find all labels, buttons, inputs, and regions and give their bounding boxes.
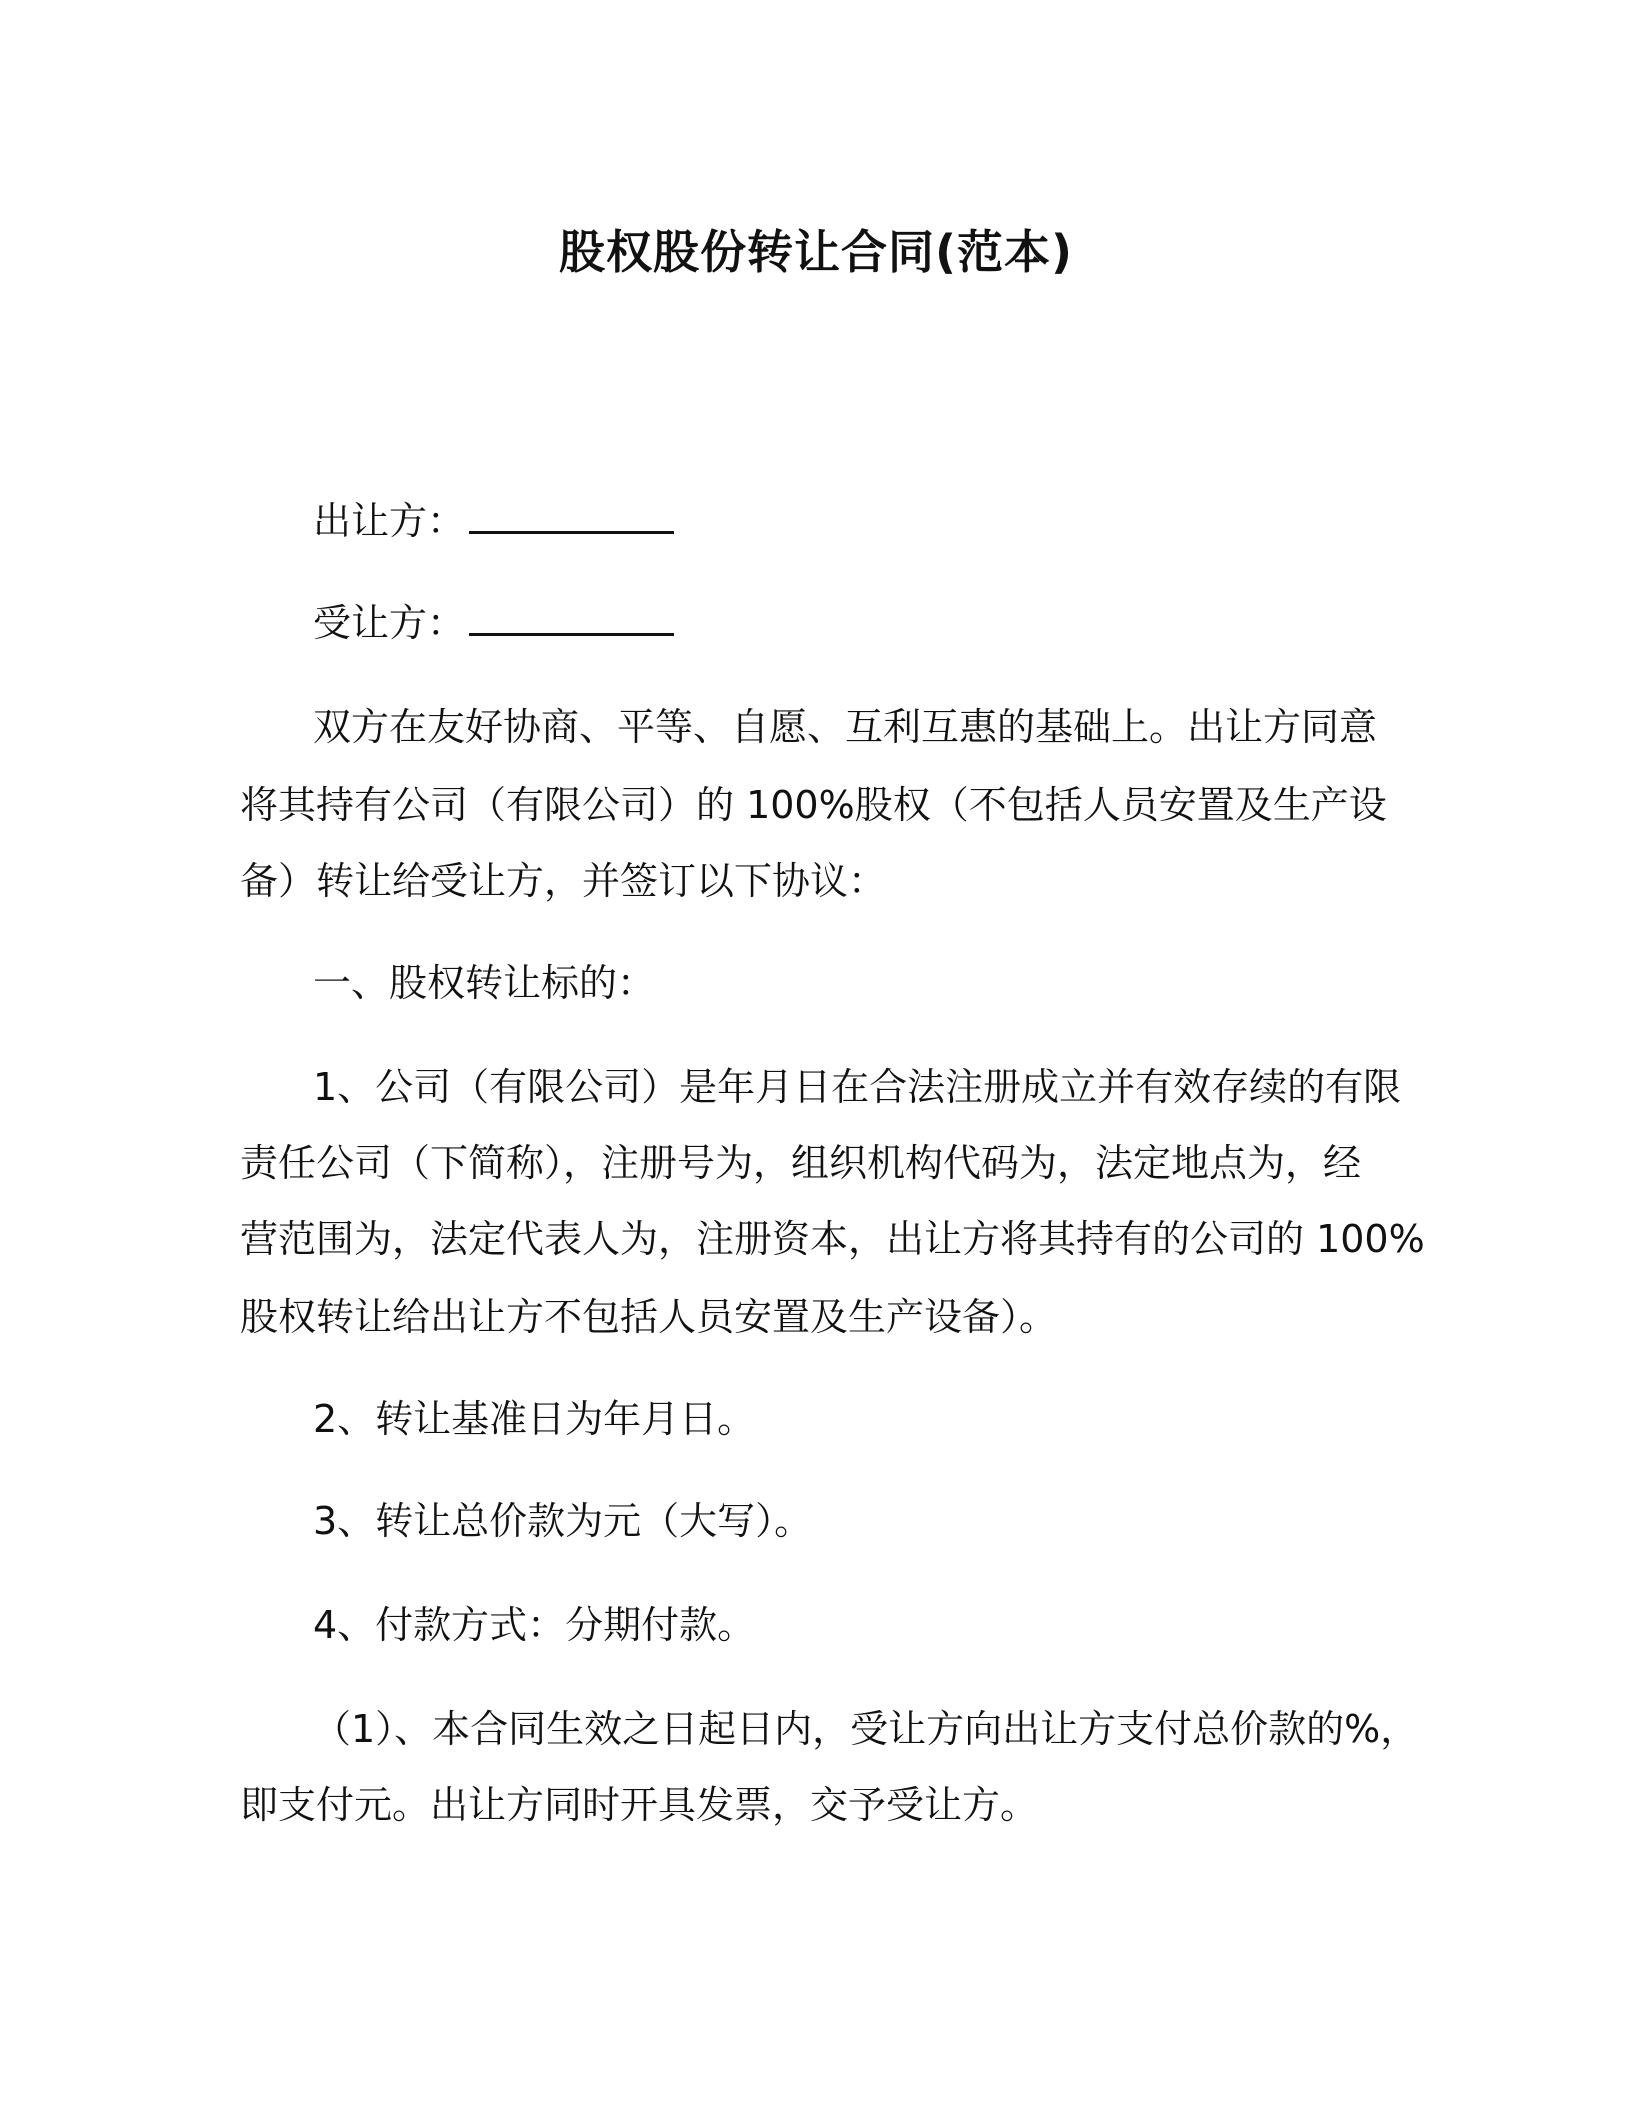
clause-line: 责任公司（下简称），注册号为，组织机构代码为，法定地点为，经 <box>240 1141 1362 1185</box>
transferee-line <box>313 598 1483 648</box>
preamble-line: 备）转让给受让方，并签订以下协议： <box>240 859 887 903</box>
transferee-blank <box>469 599 674 636</box>
clause-line: （1）、本合同生效之日起日内，受让方向出让方支付总价款的%， <box>313 1707 1419 1751</box>
clause-line: 3、转让总价款为元（大写）。 <box>313 1499 813 1543</box>
section-heading: 一、股权转让标的： <box>313 961 656 1005</box>
clause-line: 即支付元。出让方同时开具发票，交予受让方。 <box>240 1783 1039 1827</box>
clause-line: 1、公司（有限公司）是年月日在合法注册成立并有效存续的有限 <box>313 1065 1402 1109</box>
preamble-line: 将其持有公司（有限公司）的 100%股权（不包括人员安置及生产设 <box>240 783 1387 827</box>
clause-line: 4、付款方式：分期付款。 <box>313 1603 756 1647</box>
transferee-label: 受让方： <box>313 601 466 645</box>
transferor-line <box>313 496 1483 546</box>
document-title: 股权股份转让合同(范本) <box>558 225 1074 279</box>
clause-line: 股权转让给出让方不包括人员安置及生产设备）。 <box>240 1295 1058 1339</box>
transferor-label: 出让方： <box>313 499 466 543</box>
transferor-blank <box>469 497 674 534</box>
clause-line: 营范围为，法定代表人为，注册资本，出让方将其持有的公司的 100% <box>240 1217 1425 1261</box>
preamble-line: 双方在友好协商、平等、自愿、互利互惠的基础上。出让方同意 <box>313 705 1378 749</box>
clause-line: 2、转让基准日为年月日。 <box>313 1397 756 1441</box>
